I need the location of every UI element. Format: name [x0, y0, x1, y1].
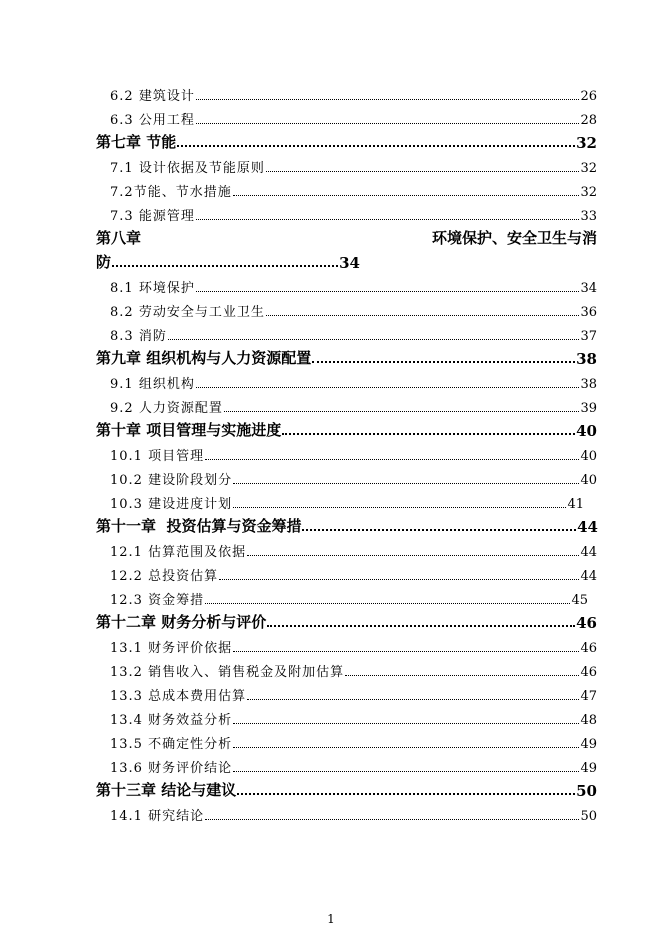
page-ref: 46: [580, 665, 597, 680]
toc-entry-13-5[interactable]: [0, 728, 662, 752]
dot-leader: [205, 603, 570, 604]
toc-entry-9-2[interactable]: [0, 392, 662, 416]
toc-chapter-8-line1[interactable]: [96, 224, 597, 248]
section-number: 13.2: [110, 665, 143, 680]
page-ref: 47: [580, 689, 597, 704]
dot-leader: [302, 529, 576, 531]
chapter-title: 第十二章 财务分析与评价: [96, 613, 267, 631]
dot-leader: [247, 699, 579, 700]
section-title: 项目管理: [148, 449, 205, 464]
dot-leader: [233, 771, 579, 772]
toc-entry-13-4[interactable]: [0, 704, 662, 728]
toc-chapter-11[interactable]: [0, 512, 662, 536]
page-ref: 46: [580, 641, 597, 656]
dot-leader: [266, 315, 580, 316]
page-ref: 41: [567, 497, 584, 512]
section-number: 10.2: [110, 473, 143, 488]
page-ref: 28: [580, 113, 597, 128]
toc-entry-13-3[interactable]: [0, 680, 662, 704]
section-title: 不确定性分析: [148, 737, 233, 752]
page-ref: 33: [580, 209, 597, 224]
section-title: 消防: [138, 329, 167, 344]
dot-leader: [237, 793, 575, 795]
toc-chapter-9[interactable]: [0, 344, 662, 368]
toc-entry-10-1[interactable]: [0, 440, 662, 464]
section-number: 8.1: [110, 281, 134, 296]
section-title: 能源管理: [138, 209, 195, 224]
chapter-title: 第十三章 结论与建议: [96, 781, 237, 799]
section-title: 总投资估算: [148, 569, 219, 584]
toc-entry-10-3[interactable]: [0, 488, 662, 512]
dot-leader: [233, 651, 579, 652]
dot-leader: [233, 195, 580, 196]
toc-entry-6-3[interactable]: [0, 104, 662, 128]
section-number: 12.1: [110, 545, 143, 560]
dot-leader: [219, 579, 579, 580]
page-ref: 36: [580, 305, 597, 320]
section-number: 10.1: [110, 449, 143, 464]
section-number: 7.1: [110, 161, 134, 176]
chapter-title: 环境保护、安全卫生与消: [431, 229, 597, 247]
chapter-title: 第九章 组织机构与人力资源配置: [96, 349, 312, 367]
dot-leader: [205, 459, 579, 460]
section-number: 13.4: [110, 713, 143, 728]
chapter-title: 第十章 项目管理与实施进度: [96, 421, 282, 439]
page-ref: 40: [580, 449, 597, 464]
toc-chapter-10[interactable]: [0, 416, 662, 440]
section-number: 13.6: [110, 761, 143, 776]
section-number: 14.1: [110, 809, 143, 824]
chapter-title-continued: 防: [96, 253, 112, 271]
toc-entry-12-2[interactable]: [0, 560, 662, 584]
toc-entry-12-3[interactable]: [0, 584, 662, 608]
section-title: 财务评价结论: [148, 761, 233, 776]
dot-leader: [267, 625, 575, 627]
section-title: 研究结论: [148, 809, 205, 824]
section-title: 建设进度计划: [148, 497, 233, 512]
section-number: 10.3: [110, 497, 143, 512]
page-ref: 45: [571, 593, 588, 608]
page-ref: 38: [576, 350, 597, 368]
toc-entry-9-1[interactable]: [0, 368, 662, 392]
page-ref: 37: [580, 329, 597, 344]
section-title: 财务效益分析: [148, 713, 233, 728]
chapter-label: 第八章: [96, 229, 142, 247]
page-ref: 49: [580, 761, 597, 776]
dot-leader: [233, 747, 579, 748]
page-ref: 46: [576, 614, 597, 632]
section-title: 组织机构: [138, 377, 195, 392]
section-number: 8.3: [110, 329, 134, 344]
section-title: 总成本费用估算: [148, 689, 247, 704]
dot-leader: [205, 819, 579, 820]
section-number: 9.1: [110, 377, 134, 392]
toc-entry-13-2[interactable]: [0, 656, 662, 680]
toc-entry-8-2[interactable]: [0, 296, 662, 320]
toc-entry-10-2[interactable]: [0, 464, 662, 488]
page-ref: 44: [580, 569, 597, 584]
page-ref: 32: [580, 185, 597, 200]
section-title: 设计依据及节能原则: [138, 161, 265, 176]
dot-leader: [224, 411, 580, 412]
dot-leader: [112, 265, 338, 267]
chapter-title: 第十一章 投资估算与资金筹措: [96, 517, 302, 535]
toc-entry-6-2[interactable]: [0, 80, 662, 104]
section-title: 建设阶段划分: [148, 473, 233, 488]
dot-leader: [282, 433, 575, 435]
section-title: 资金筹措: [148, 593, 205, 608]
dot-leader: [233, 723, 579, 724]
section-number: 8.2: [110, 305, 134, 320]
section-title: 财务评价依据: [148, 641, 233, 656]
section-number: 13.1: [110, 641, 143, 656]
toc-chapter-13[interactable]: [0, 776, 662, 800]
page-ref: 50: [580, 809, 597, 824]
toc-entry-14-1[interactable]: [0, 800, 662, 824]
chapter-title: 第七章 节能: [96, 133, 177, 151]
page-ref: 40: [580, 473, 597, 488]
toc-entry-13-1[interactable]: [0, 632, 662, 656]
dot-leader: [345, 675, 579, 676]
section-title: 劳动安全与工业卫生: [138, 305, 265, 320]
toc-entry-12-1[interactable]: [0, 536, 662, 560]
dot-leader: [196, 99, 580, 100]
dot-leader: [168, 339, 580, 340]
dot-leader: [196, 123, 580, 124]
section-number: 9.2: [110, 401, 134, 416]
section-title: 环境保护: [138, 281, 195, 296]
toc-entry-13-6[interactable]: [0, 752, 662, 776]
section-number: 12.3: [110, 593, 143, 608]
section-number: 12.2: [110, 569, 143, 584]
page-ref: 32: [576, 134, 597, 152]
page-ref: 44: [577, 518, 598, 536]
section-number: 7.3: [110, 209, 134, 224]
page-ref: 48: [580, 713, 597, 728]
dot-leader: [196, 291, 580, 292]
toc-entry-7-1[interactable]: [0, 152, 662, 176]
section-number: 6.2: [110, 89, 134, 104]
section-title: 销售收入、销售税金及附加估算: [148, 665, 345, 680]
page-ref: 38: [580, 377, 597, 392]
dot-leader: [233, 507, 566, 508]
page-number: 1: [327, 912, 335, 926]
page-ref: 32: [580, 161, 597, 176]
toc-chapter-8-line2[interactable]: [0, 248, 662, 272]
page-ref: 49: [580, 737, 597, 752]
toc-chapter-12[interactable]: [0, 608, 662, 632]
dot-leader: [266, 171, 580, 172]
toc-entry-7-3[interactable]: [0, 200, 662, 224]
section-number: 13.5: [110, 737, 143, 752]
section-number: 13.3: [110, 689, 143, 704]
section-number: 7.2: [110, 185, 134, 200]
section-title: 节能、节水措施: [133, 185, 232, 200]
section-title: 公用工程: [138, 113, 195, 128]
toc-entry-7-2[interactable]: [0, 176, 662, 200]
dot-leader: [196, 387, 580, 388]
section-title: 人力资源配置: [138, 401, 223, 416]
toc-chapter-7[interactable]: [0, 128, 662, 152]
page-ref: 50: [576, 782, 597, 800]
toc-entry-8-3[interactable]: [0, 320, 662, 344]
page-ref: 44: [580, 545, 597, 560]
section-title: 建筑设计: [138, 89, 195, 104]
section-title: 估算范围及依据: [148, 545, 247, 560]
page-ref: 26: [580, 89, 597, 104]
dot-leader: [312, 361, 575, 363]
dot-leader: [196, 219, 580, 220]
dot-leader: [247, 555, 579, 556]
toc-entry-8-1[interactable]: [0, 272, 662, 296]
dot-leader: [177, 145, 575, 147]
page-ref: 34: [580, 281, 597, 296]
dot-leader: [233, 483, 579, 484]
page-ref: 40: [576, 422, 597, 440]
page-ref: 39: [580, 401, 597, 416]
section-number: 6.3: [110, 113, 134, 128]
page-ref: 34: [339, 254, 360, 272]
